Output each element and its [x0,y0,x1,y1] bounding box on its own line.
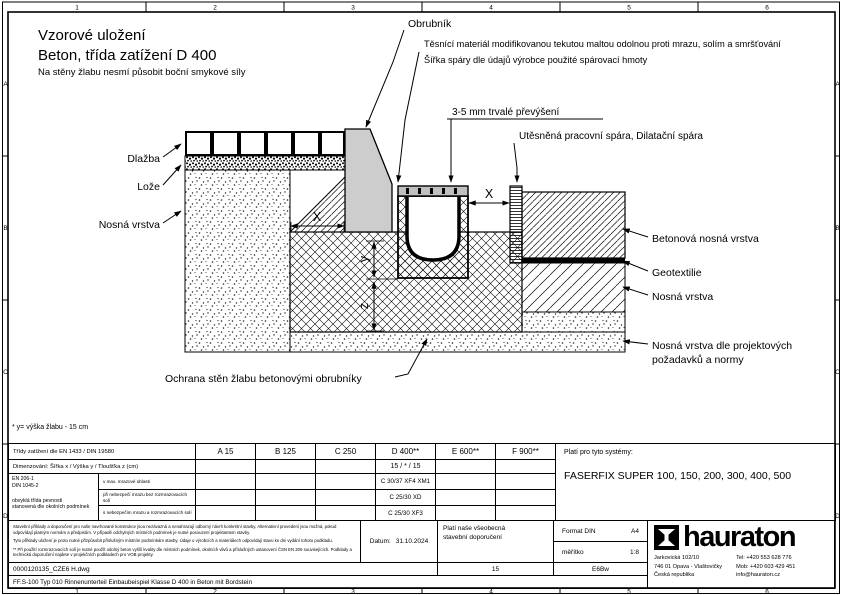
conc-cell [255,473,316,490]
label-prevyseni: 3-5 mm trvalé převýšení [452,107,560,118]
sheet-number-cell: 15 [437,562,554,576]
company-contact: Tel: +420 553 628 776 Mob: +420 603 429 451 info@hauraton.cz [736,555,796,579]
format-cell [553,520,648,542]
grid-col-label: 5 [627,588,631,595]
grid-col-label: 1 [75,4,79,12]
conc-cell [435,489,496,506]
conc-cell [195,489,256,506]
grid-col-label: 4 [489,588,493,595]
label-betonova: Betonová nosná vrstva [652,233,759,245]
disclaimer-p2: Tyto příklady uložení je proto nutné přizpůsobit příslušným místním podmínkám stavby. Údaje o výrobcích a materiálech odpovídají stavu ke dni vydání tohoto podkladu. [13,538,333,544]
dim-x-left: X [312,210,322,224]
load-class-header-label: Třídy zatížení dle EN 1433 / DIN 19580 [8,443,196,460]
quality-note: obvyklá třída pevnosti [12,497,63,504]
label-tesnici: Těsnící materiál modifikovanou tekutou maltou odolnou proti mrazu, solím a smršťování [424,39,781,49]
grid-row-label: D [835,513,840,520]
scale-cell [553,541,648,563]
conc-cell [495,489,556,506]
bedding-loze [185,156,345,170]
class-e600: E 600** [435,443,496,460]
format-label: Format DIN [562,527,596,535]
pavement-dlazba [185,131,345,156]
grid-row-label: D [3,513,8,520]
grid-row-label: B [3,225,8,232]
grid-col-label: 2 [213,4,217,12]
dim-b125 [255,459,316,474]
conc-cell [195,473,256,490]
label-nosna-projekt-2: požadavků a normy [652,354,744,366]
conc-cell [315,489,376,506]
drawing-title: Vzorové uložení [38,27,146,44]
grid-row-label: A [3,81,8,88]
company-block [647,520,835,589]
conc-cell [315,505,376,521]
dim-e600 [435,459,496,474]
layer-nosna-left [185,170,290,352]
conc-cell [255,489,316,506]
disclaimer [8,520,361,563]
footnote: * y= výška žlabu - 15 cm [12,424,89,431]
label-nosna-projekt: Nosná vrstva dle projektových [652,340,793,352]
grid-col-label: 6 [765,588,769,595]
grating [398,186,468,196]
drawing-title-2: Beton, třída zatížení D 400 [38,47,217,64]
grid-col-label: 2 [213,588,217,595]
format-value: A4 [631,527,639,535]
date-value: 31.10.2024 [395,538,429,545]
conc-cell [495,473,556,490]
condition-row-1: v max. mrazové oblasti [98,473,196,490]
curb-obrubnik [345,129,392,232]
systems-value: FASERFIX SUPER 100, 150, 200, 300, 400, 500 [564,470,792,482]
systems-panel [555,443,836,521]
conc-cell [195,505,256,521]
class-a15: A 15 [195,443,256,460]
standard-din: DIN 1045-2 [12,482,39,489]
condition-row-3: s nebezpečím mrazu a rozmrazovacích solí [98,505,196,521]
layer-base-right [522,312,625,332]
geotextile-band [522,258,625,263]
building-note-1: Platí naše všeobecná [443,525,506,532]
grid-row-label: B [835,225,840,232]
class-c250: C 250 [315,443,376,460]
label-loze: Lože [137,181,160,193]
disclaimer-p3: ** Při použití rozmrazovacích solí je nutné použít odolný beton vyšší kvality dle místních podmínek, okolních vlivů a příslušných ustanovení ČSN EN 206 souvisejících. Podklady a technická doporučení najdete v projekčních podkladech pro VOB projekty. [13,546,352,558]
drawing-subtitle: Na stěny žlabu nesmí působit boční smykové síly [38,67,246,78]
concrete-d400-2: C 25/30 XD [375,489,436,506]
layer-nosna-right [522,263,625,312]
conc-cell [435,473,496,490]
grid-col-label: 1 [75,588,79,595]
label-obrubnik: Obrubník [408,18,452,30]
grid-row-label: C [3,369,8,376]
grid-row-label: A [835,81,840,88]
code-cell: E6Bw [553,562,648,576]
conc-cell [315,473,376,490]
dim-c250 [315,459,376,474]
label-ochrana: Ochrana stěn žlabu betonovými obrubníky [165,373,362,385]
company-address: Jarkovická 102/10 746 01 Opava - Vlaštovičky Česká republika [654,555,723,579]
grid-col-label: 3 [351,588,355,595]
layer-betonova [522,192,625,258]
class-f900: F 900** [495,443,556,460]
label-dlazba: Dlažba [127,153,160,165]
date-cell [360,520,438,563]
cross-section [185,129,625,352]
filename-cell: 0000120135_CZE6 H.dwg [8,562,438,576]
quality-note-2: stanovená dle okolních podmínek [12,504,90,511]
dim-f900 [495,459,556,474]
scale-value: 1:8 [629,548,639,556]
layer-base-bottom [290,332,625,352]
disclaimer-p1: Stavební příklady a doporučení pro naše navrhované konstrukce jsou nezávazná a nenahrazují odborný návrh konkrétní stavby. Alternativní provedení jsou možná, pokud odpovídají platným normám a předpisům. V případě odchylných místních podmínek je nutné posouzení projektantem stavby. [13,524,337,535]
grid-col-label: 3 [351,4,355,12]
dim-a15 [195,459,256,474]
building-note-cell [437,520,554,563]
dim-x-right: X [484,187,494,201]
grid-col-label: 4 [489,4,493,12]
concrete-d400-3: C 25/30 XF3 [375,505,436,521]
label-sirka-spary: Šířka spáry dle údajů výrobce použité spárovací hmoty [424,55,648,65]
dim-z: z [357,302,371,310]
systems-label: Platí pro tyto systémy: [564,449,633,456]
building-note-2: stavební doporučení [443,533,502,541]
conc-cell [495,505,556,521]
company-name: hauraton [683,521,796,554]
concrete-d400-1: C 30/37 XF4 XM1 [375,473,436,490]
standard-en: EN 206-1 [12,476,34,482]
standards-cell [8,473,99,521]
grid-col-label: 5 [627,4,631,12]
condition-row-2: při nebezpečí mrazu bez rozmrazovacích solí [98,489,196,506]
conc-cell [435,505,496,521]
grid-row-label: C [835,369,840,376]
dim-d400: 15 / * / 15 [375,459,436,474]
label-geotextilie: Geotextilie [652,267,702,279]
dilatation-joint [510,186,522,263]
date-label: Datum: [369,538,391,545]
description-cell: FF.S-100 Typ 010 Rinnenunterteil Einbaubeispiel Klasse D 400 in Beton mit Bordstein [8,575,648,589]
class-d400: D 400** [375,443,436,460]
dim-y: y [357,255,371,263]
class-b125: B 125 [255,443,316,460]
label-nosna-left: Nosná vrstva [98,219,160,231]
conc-cell [255,505,316,521]
hauraton-logo-icon [654,525,679,550]
grid-col-label: 6 [765,4,769,12]
dimension-row-label: Dimenzování: Šířka x / Výška y / Tloušťka z (cm) [8,459,196,474]
label-utesnena: Utěsněná pracovní spára, Dilatační spára [519,131,703,142]
scale-label: měřítko [562,548,584,556]
channel-cavity [407,197,459,260]
label-nosna-right: Nosná vrstva [652,291,714,303]
